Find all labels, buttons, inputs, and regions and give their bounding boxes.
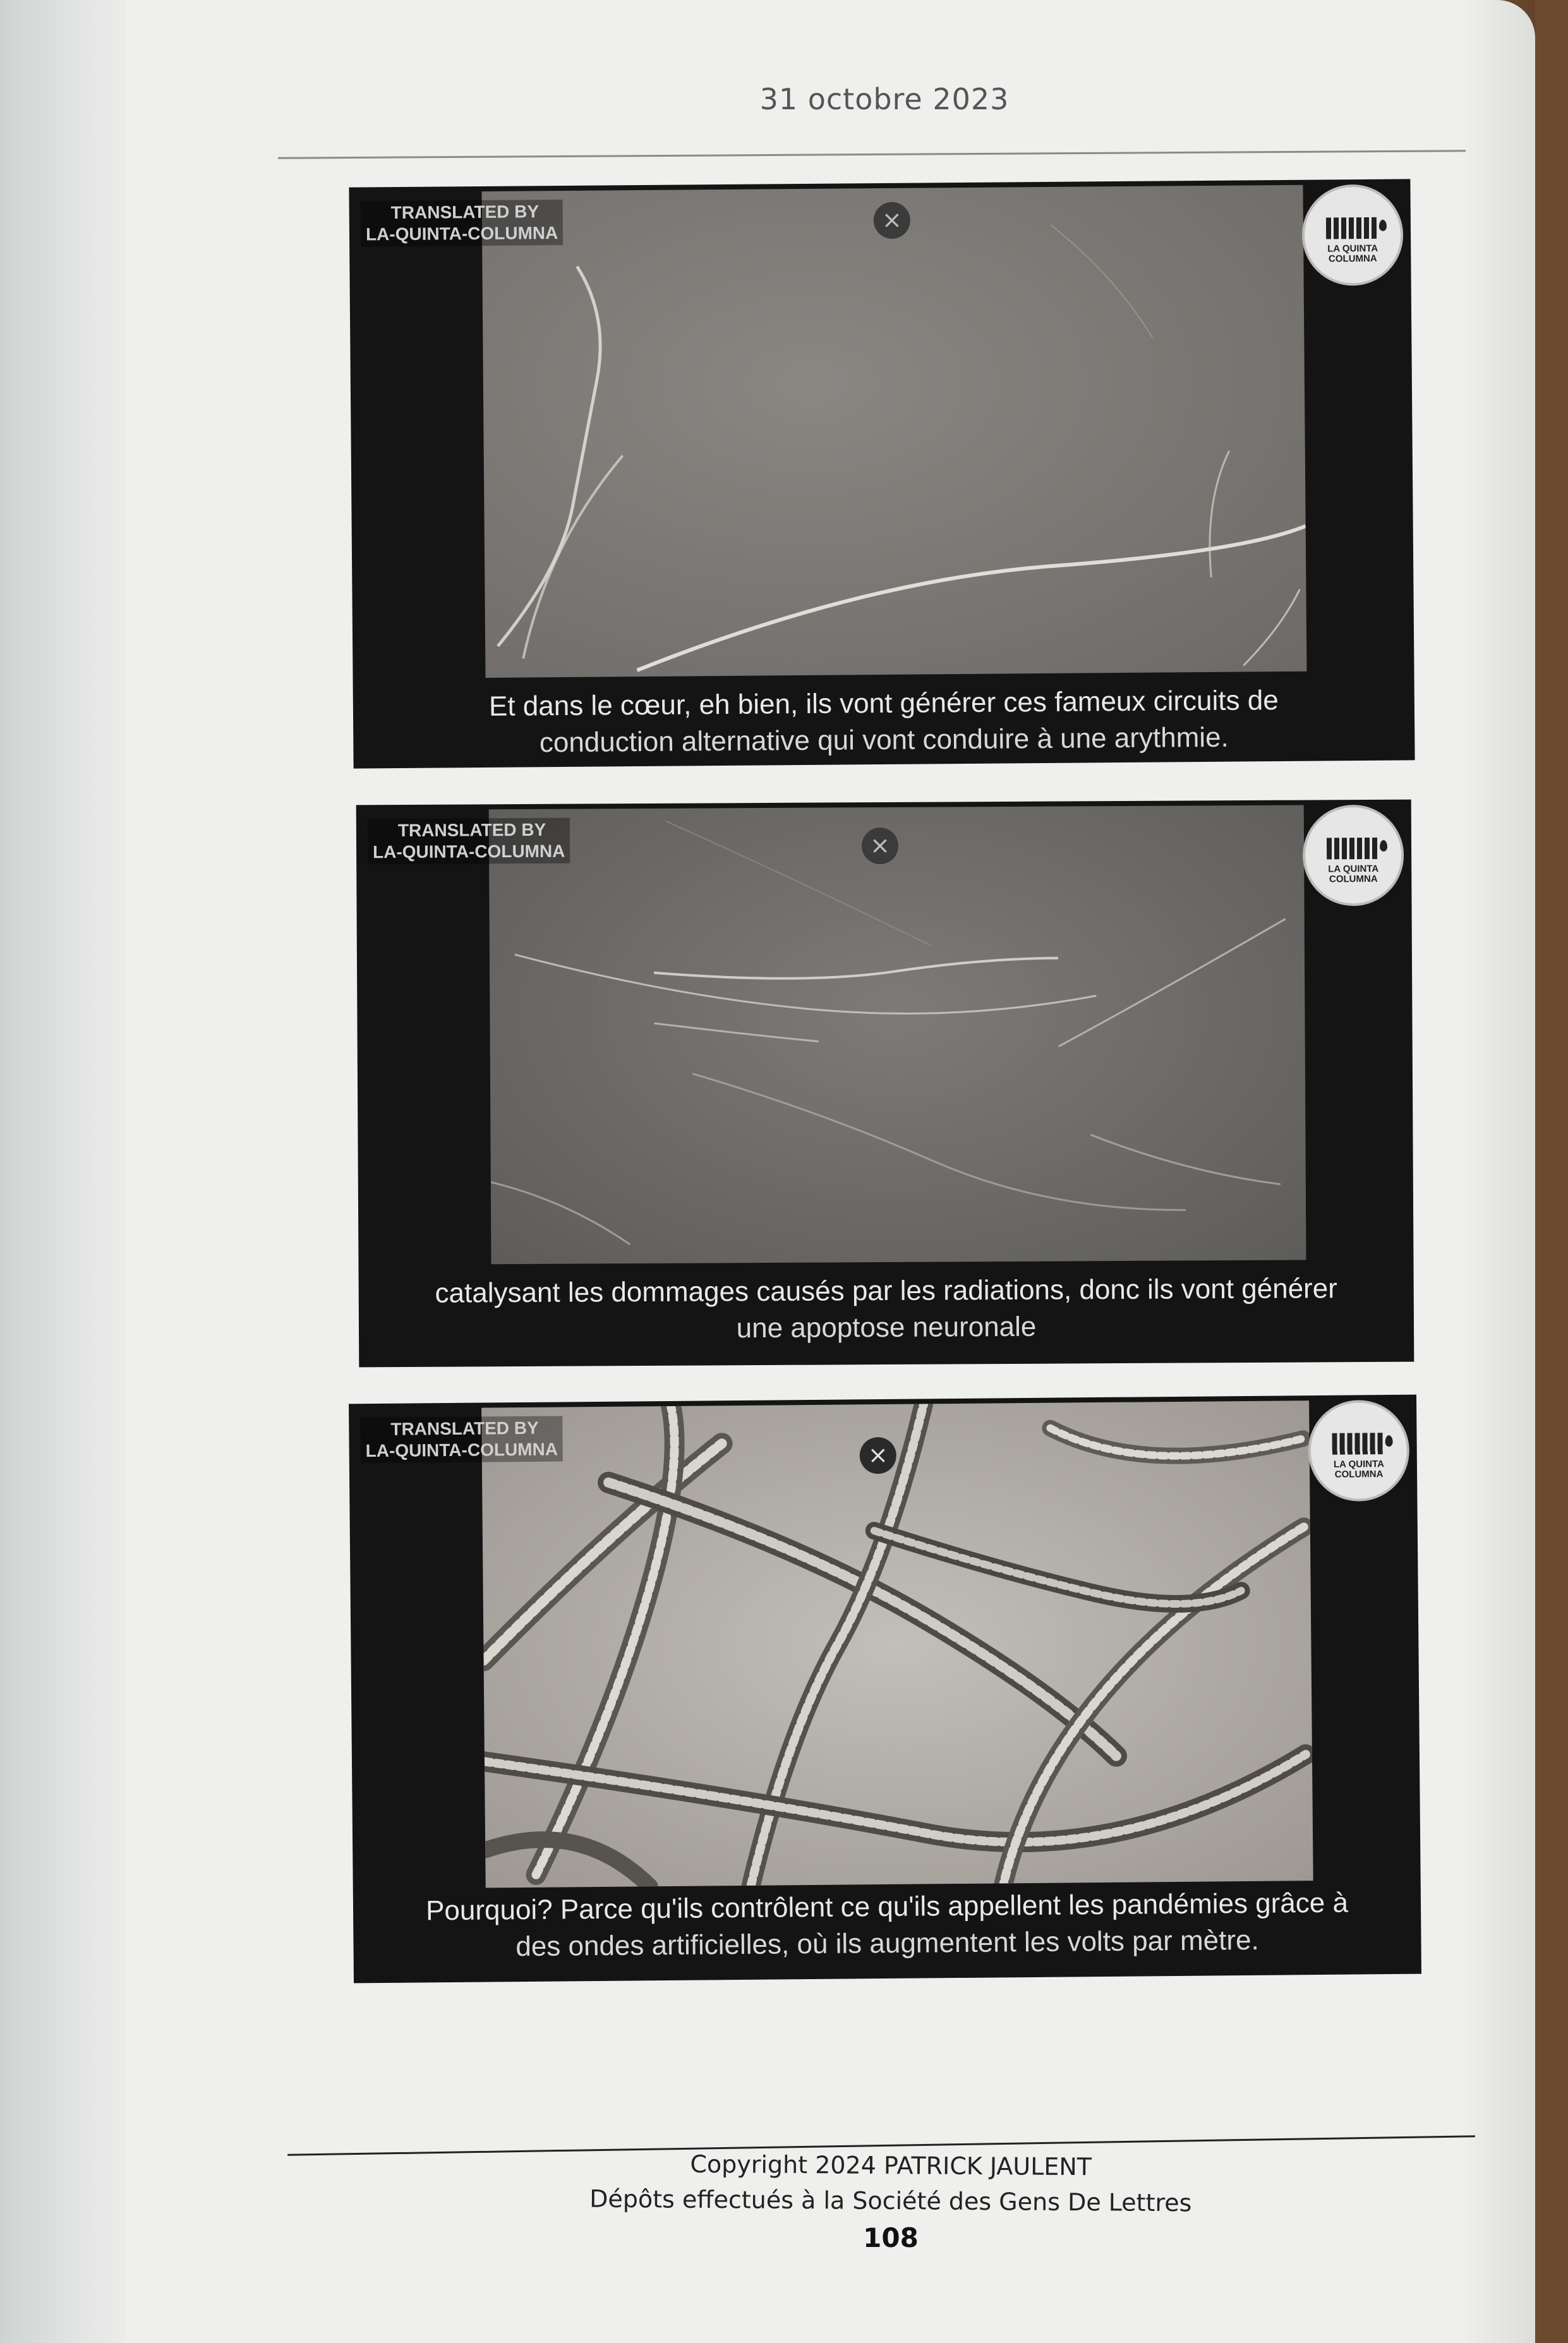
subtitle-caption: Pourquoi? Parce qu'ils contrôlent ce qu'ils appellent les pandémies grâce à des ondes artificielles, où ils augmentent les volts par mètre. bbox=[425, 1887, 1349, 1963]
video-still-3 bbox=[349, 1395, 1421, 1984]
header-date: 31 octobre 2023 bbox=[759, 82, 1010, 116]
page-curl-shadow bbox=[1459, 0, 1535, 2343]
video-still-1 bbox=[349, 179, 1414, 768]
subtitle-caption: Et dans le cœur, eh bien, ils vont générer ces fameux circuits de conduction alternative qui vont conduire à une arythmie. bbox=[488, 685, 1279, 759]
la-quinta-columna-logo: LA QUINTA COLUMNA bbox=[1308, 1400, 1409, 1502]
subtitle-caption: catalysant les dommages causés par les radiations, donc ils vont générer une apoptose neuronale bbox=[435, 1273, 1337, 1344]
video-still-2 bbox=[356, 800, 1414, 1368]
microscope-image-2 bbox=[489, 805, 1306, 1265]
close-icon: × bbox=[860, 1437, 897, 1474]
page-number: 108 bbox=[863, 2222, 919, 2253]
filament-illustration-1 bbox=[481, 185, 1306, 678]
header-divider bbox=[278, 150, 1466, 159]
translated-by-watermark: TRANSLATED BY LA-QUINTA-COLUMNA bbox=[368, 818, 570, 865]
deposit-line: Dépôts effectués à la Société des Gens De Lettres bbox=[589, 2184, 1192, 2217]
footer-copyright bbox=[569, 2145, 1214, 2220]
close-icon: × bbox=[874, 202, 910, 239]
la-quinta-columna-logo: LA QUINTA COLUMNA bbox=[1303, 805, 1404, 906]
microscope-image-3 bbox=[481, 1400, 1313, 1888]
filament-illustration-2 bbox=[489, 805, 1306, 1265]
filament-illustration-3 bbox=[481, 1400, 1313, 1888]
copyright-line: Copyright 2024 PATRICK JAULENT bbox=[690, 2150, 1092, 2181]
close-icon: × bbox=[862, 828, 898, 864]
translated-by-watermark: TRANSLATED BY LA-QUINTA-COLUMNA bbox=[360, 1416, 563, 1463]
la-quinta-columna-logo: LA QUINTA COLUMNA bbox=[1301, 184, 1403, 286]
page-binding-edge bbox=[0, 0, 126, 2343]
microscope-image-1 bbox=[481, 185, 1306, 678]
translated-by-watermark: TRANSLATED BY LA-QUINTA-COLUMNA bbox=[361, 200, 564, 247]
